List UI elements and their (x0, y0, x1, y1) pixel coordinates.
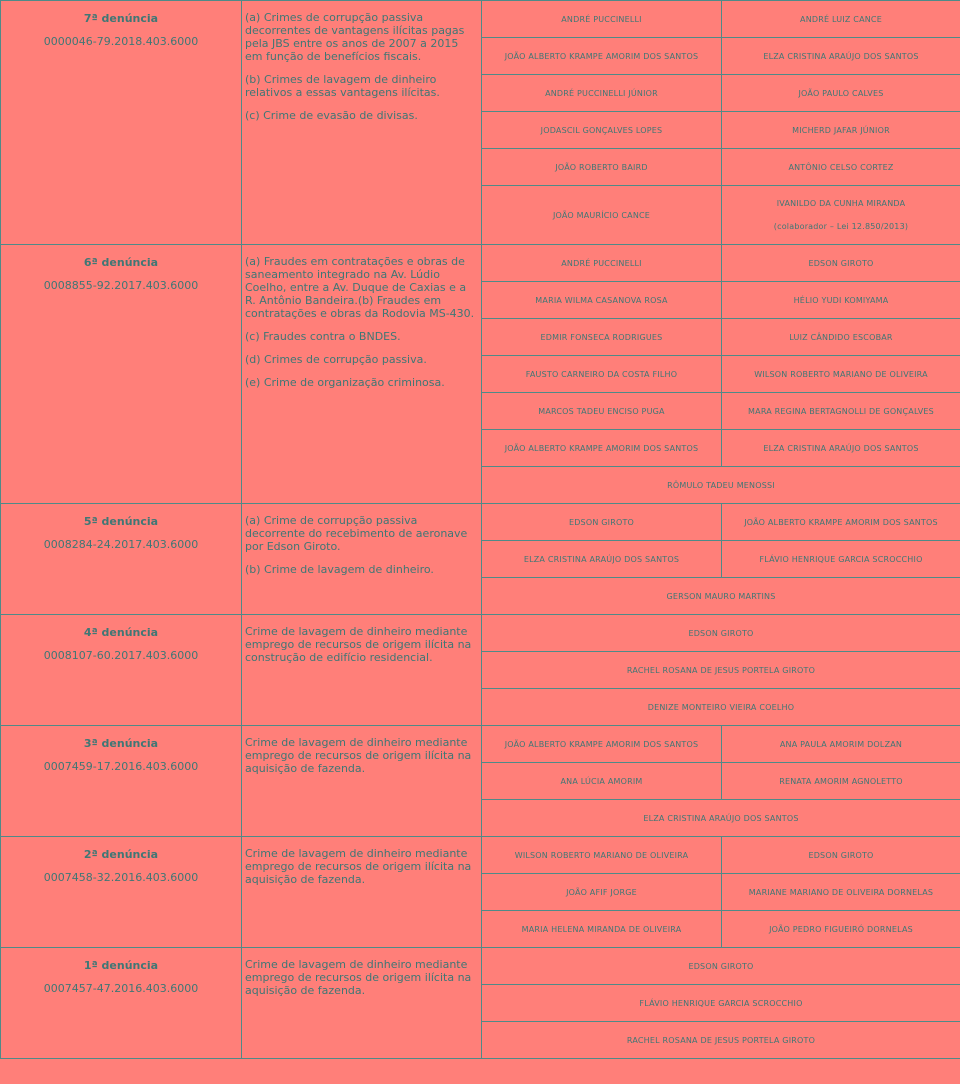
table-row (1, 948, 960, 985)
defendant-name (482, 985, 960, 1022)
defendant-name-text: ELZA CRISTINA ARAÚJO DOS SANTOS (763, 51, 919, 61)
complaint-title: 7ª denúncia (83, 12, 159, 25)
charge-text: (d) Crimes de corrupção passiva. (245, 353, 427, 366)
defendant-name-text: EDSON GIROTO (808, 258, 874, 268)
complaint-id-cell (1, 948, 242, 1059)
process-number: 0008107-60.2017.403.6000 (43, 649, 199, 662)
charge-text: (a) Fraudes em contratações e obras de saneamento integrado na Av. Lúdio Coelho, entre a Av. Duque de Caxias e a R. Antônio Bandeira.(b) Fraudes em contratações e obras da Rodovia MS-430. (245, 255, 475, 320)
defendant-name-text: RACHEL ROSANA DE JESUS PORTELA GIROTO (626, 1035, 816, 1045)
defendant-name-text: EDSON GIROTO (688, 628, 754, 638)
defendant-name (482, 911, 722, 948)
defendant-name-text: FAUSTO CARNEIRO DA COSTA FILHO (525, 369, 678, 379)
defendant-name (482, 578, 960, 615)
defendant-name-text: ANDRÉ LUIZ CANCE (800, 14, 882, 24)
process-number: 0000046-79.2018.403.6000 (43, 35, 199, 48)
defendant-name (482, 319, 722, 356)
defendant-name (722, 319, 960, 356)
defendant-name (722, 726, 960, 763)
charge-text: (b) Crimes de lavagem de dinheiro relativos a essas vantagens ilícitas. (245, 73, 440, 99)
defendant-name (722, 149, 960, 186)
defendant-name-text: RENATA AMORIM AGNOLETTO (779, 776, 903, 786)
defendant-name-text: ANDRÉ PUCCINELLI (561, 258, 642, 268)
defendant-name (722, 763, 960, 800)
charge-text: Crime de lavagem de dinheiro mediante emprego de recursos de origem ilícita na aquisição de fazenda. (245, 958, 472, 997)
defendant-name (482, 149, 722, 186)
defendant-name (722, 38, 960, 75)
defendant-name-text: EDMIR FONSECA RODRIGUES (540, 332, 663, 342)
defendant-name (482, 356, 722, 393)
defendant-name-text: FLÁVIO HENRIQUE GARCIA SCROCCHIO (639, 998, 803, 1008)
defendant-name-text: HÉLIO YUDI KOMIYAMA (793, 295, 889, 305)
complaint-charges-cell (242, 615, 482, 726)
complaint-title: 6ª denúncia (83, 256, 159, 269)
process-number: 0008284-24.2017.403.6000 (43, 538, 199, 551)
defendant-name (722, 430, 960, 467)
charge-text: (c) Fraudes contra o BNDES. (245, 330, 401, 343)
defendant-name (482, 430, 722, 467)
defendant-name-text: ELZA CRISTINA ARAÚJO DOS SANTOS (523, 554, 680, 564)
complaint-id-cell (1, 245, 242, 504)
defendant-name (722, 874, 960, 911)
complaints-table-body (1, 1, 960, 1059)
defendant-name (482, 112, 722, 149)
defendant-name-text: EDSON GIROTO (568, 517, 635, 527)
complaint-title: 3ª denúncia (83, 737, 159, 750)
defendant-name-text: ANDRÉ PUCCINELLI (561, 14, 642, 24)
defendant-name-text: MARIA HELENA MIRANDA DE OLIVEIRA (521, 924, 682, 934)
defendant-name (722, 393, 960, 430)
defendant-name (722, 1, 960, 38)
table-row (1, 837, 960, 874)
defendant-name (482, 689, 960, 726)
process-number: 0008855-92.2017.403.6000 (43, 279, 199, 292)
defendant-name-text: EDSON GIROTO (808, 850, 874, 860)
defendant-name-text: JOÃO ROBERTO BAIRD (555, 162, 648, 172)
defendant-name (482, 467, 960, 504)
defendant-name (482, 38, 722, 75)
defendant-name (722, 282, 960, 319)
complaint-charges-cell (242, 504, 482, 615)
table-row (1, 245, 960, 282)
defendant-name (482, 504, 722, 541)
table-row (1, 726, 960, 763)
defendant-name (482, 541, 722, 578)
defendant-name-text: MARA REGINA BERTAGNOLLI DE GONÇALVES (748, 406, 934, 416)
defendant-name-text: ANDRÉ PUCCINELLI JÚNIOR (545, 88, 658, 98)
defendant-name-text: DENIZE MONTEIRO VIEIRA COELHO (647, 702, 795, 712)
defendant-name (722, 837, 960, 874)
table-row (1, 615, 960, 652)
defendant-name-text: MARCOS TADEU ENCISO PUGA (538, 406, 665, 416)
defendant-name-text: EDSON GIROTO (688, 961, 754, 971)
defendant-name (722, 911, 960, 948)
complaint-charges-cell (242, 837, 482, 948)
defendant-name (482, 726, 722, 763)
charge-text: Crime de lavagem de dinheiro mediante emprego de recursos de origem ilícita na construção de edifício residencial. (245, 625, 472, 664)
complaint-id-cell (1, 1, 242, 245)
table-row (1, 504, 960, 541)
defendant-name-text: MARIANE MARIANO DE OLIVEIRA DORNELAS (748, 887, 934, 897)
defendant-name-text: WILSON ROBERTO MARIANO DE OLIVEIRA (514, 850, 689, 860)
complaint-charges-cell (242, 948, 482, 1059)
defendant-name (482, 186, 722, 245)
complaint-id-cell (1, 837, 242, 948)
table-row (1, 1, 960, 38)
complaint-charges-cell (242, 726, 482, 837)
complaint-title: 2ª denúncia (83, 848, 159, 861)
charge-text: (c) Crime de evasão de divisas. (245, 109, 418, 122)
defendant-name-text: RACHEL ROSANA DE JESUS PORTELA GIROTO (626, 665, 816, 675)
defendant-name-text: MARIA WILMA CASANOVA ROSA (535, 295, 668, 305)
complaint-id-cell (1, 615, 242, 726)
defendant-name (722, 245, 960, 282)
charge-text: (e) Crime de organização criminosa. (245, 376, 445, 389)
defendant-name (482, 837, 722, 874)
defendant-name-text: JOÃO ALBERTO KRAMPE AMORIM DOS SANTOS (504, 51, 699, 61)
defendant-name (482, 245, 722, 282)
complaint-id-cell (1, 726, 242, 837)
defendant-name (482, 1022, 960, 1059)
charge-text: Crime de lavagem de dinheiro mediante emprego de recursos de origem ilícita na aquisição de fazenda. (245, 847, 472, 886)
charge-text: Crime de lavagem de dinheiro mediante emprego de recursos de origem ilícita na aquisição de fazenda. (245, 736, 472, 775)
defendant-name (482, 763, 722, 800)
charge-text: (b) Crime de lavagem de dinheiro. (245, 563, 434, 576)
charge-text: (a) Crimes de corrupção passiva decorrentes de vantagens ilícitas pagas pela JBS entre os anos de 2007 a 2015 em função de benefícios fiscais. (245, 11, 465, 63)
defendant-name-text: ELZA CRISTINA ARAÚJO DOS SANTOS (763, 443, 919, 453)
defendant-name (722, 504, 960, 541)
defendant-name-text: LUIZ CÂNDIDO ESCOBAR (789, 332, 893, 342)
defendant-name-text: FLÁVIO HENRIQUE GARCIA SCROCCHIO (759, 554, 923, 564)
defendant-name (722, 75, 960, 112)
defendant-name (482, 282, 722, 319)
process-number: 0007458-32.2016.403.6000 (43, 871, 199, 884)
defendant-name-text: JOÃO ALBERTO KRAMPE AMORIM DOS SANTOS (504, 443, 699, 453)
defendant-name (482, 874, 722, 911)
defendant-name (722, 541, 960, 578)
complaint-charges-cell (242, 1, 482, 245)
charge-text: (a) Crime de corrupção passiva decorrente do recebimento de aeronave por Edson Giroto. (245, 514, 468, 553)
defendant-name-text: JOÃO ALBERTO KRAMPE AMORIM DOS SANTOS (744, 517, 938, 527)
defendant-name (722, 356, 960, 393)
defendant-name-text: ELZA CRISTINA ARAÚJO DOS SANTOS (643, 813, 799, 823)
complaint-charges-cell (242, 245, 482, 504)
defendant-name-text: JOÃO AFIF JORGE (566, 887, 637, 897)
defendant-name-text: RÔMULO TADEU MENOSSI (667, 480, 775, 490)
defendant-name (482, 615, 960, 652)
defendant-name (482, 948, 960, 985)
defendant-name-text: JOÃO PEDRO FIGUEIRÓ DORNELAS (769, 924, 913, 934)
defendant-name-text: JODASCIL GONÇALVES LOPES (540, 125, 663, 135)
defendant-name-text: MICHERD JAFAR JÚNIOR (792, 125, 890, 135)
complaint-title: 5ª denúncia (83, 515, 159, 528)
defendant-name-text: JOÃO ALBERTO KRAMPE AMORIM DOS SANTOS (504, 739, 699, 749)
defendant-name-text: JOÃO MAURÍCIO CANCE (552, 210, 651, 220)
defendant-name-text: ANA PAULA AMORIM DOLZAN (779, 739, 903, 749)
defendant-name (482, 1, 722, 38)
complaint-title: 1ª denúncia (83, 959, 159, 972)
defendant-name-text: JOÃO PAULO CALVES (798, 88, 884, 98)
defendant-name (722, 112, 960, 149)
complaint-title: 4ª denúncia (83, 626, 159, 639)
collaborator-note: (colaborador – Lei 12.850/2013) (773, 222, 909, 231)
defendant-name (482, 800, 960, 837)
defendant-name-text: GERSON MAURO MARTINS (666, 591, 776, 601)
defendant-name (482, 75, 722, 112)
defendant-name (482, 652, 960, 689)
defendant-name (482, 393, 722, 430)
defendant-name (722, 186, 960, 245)
defendant-name-text: ANA LÚCIA AMORIM (560, 776, 643, 786)
complaint-id-cell (1, 504, 242, 615)
process-number: 0007459-17.2016.403.6000 (43, 760, 199, 773)
defendant-name-text: ANTÔNIO CELSO CORTEZ (788, 162, 894, 172)
process-number: 0007457-47.2016.403.6000 (43, 982, 199, 995)
defendant-name-text: IVANILDO DA CUNHA MIRANDA (776, 199, 906, 208)
defendant-name-text: WILSON ROBERTO MARIANO DE OLIVEIRA (754, 369, 928, 379)
